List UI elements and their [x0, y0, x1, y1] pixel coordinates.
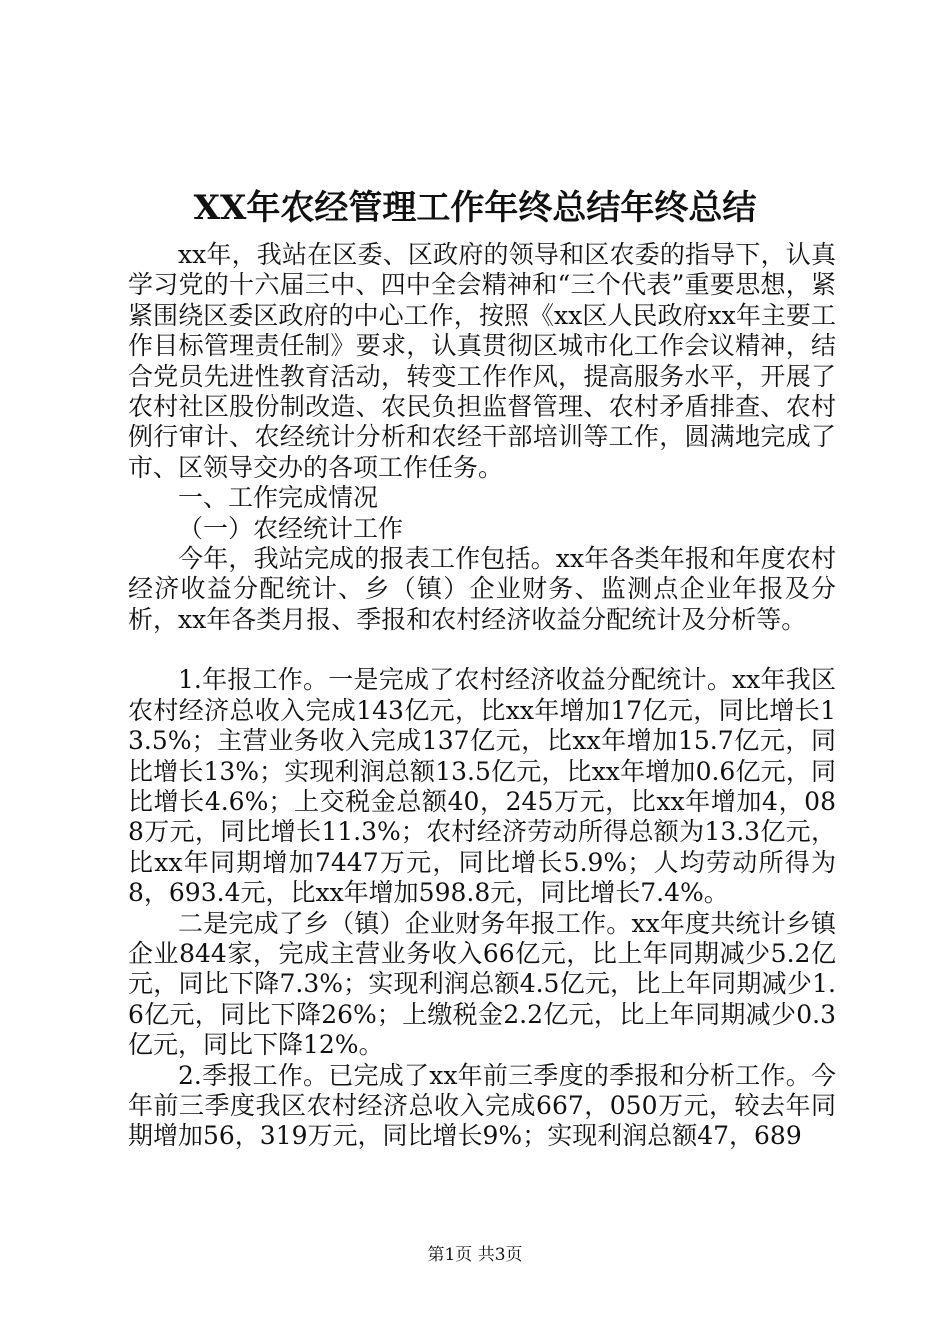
document-body	[128, 240, 836, 1152]
annual-report-paragraph: 1.年报工作。一是完成了农村经济收益分配统计。xx年我区农村经济总收入完成143亿元，比xx年增加17亿元，同比增长13.5%；主营业务收入完成137亿元，比xx年增加15.7亿元，同比增长13%；实现利润总额13.5亿元，比xx年增加0.6亿元，同比增长4.6%；上交税金总额40，245万元，比xx年增加4，088万元，同比增长11.3%；农村经济劳动所得总额为13.3亿元，比xx年同期增加7447万元，同比增长5.9%；人均劳动所得为8，693.4元，比xx年增加598.8元，同比增长7.4%。	[128, 665, 836, 908]
subsection-heading-statistics: （一）农经统计工作	[178, 513, 404, 543]
document-title: XX年农经管理工作年终总结年终总结	[193, 188, 757, 228]
paragraph-gap	[128, 635, 836, 665]
page-footer: 第1页 共3页	[427, 1245, 523, 1265]
statistics-paragraph: 今年，我站完成的报表工作包括。xx年各类年报和年度农村经济收益分配统计、乡（镇）企业财务、监测点企业年报及分析，xx年各类月报、季报和农村经济收益分配统计及分析等。	[128, 544, 836, 634]
intro-paragraph: xx年，我站在区委、区政府的领导和区农委的指导下，认真学习党的十六届三中、四中全会精神和“三个代表”重要思想，紧紧围绕区委区政府的中心工作，按照《xx区人民政府xx年主要工作目标管理责任制》要求，认真贯彻区城市化工作会议精神，结合党员先进性教育活动，转变工作作风，提高服务水平，开展了农村社区股份制改造、农民负担监督管理、农村矛盾排查、农村例行审计、农经统计分析和农经干部培训等工作，圆满地完成了市、区领导交办的各项工作任务。	[128, 240, 836, 482]
quarterly-report-paragraph: 2.季报工作。已完成了xx年前三季度的季报和分析工作。今年前三季度我区农村经济总收入完成667，050万元，较去年同期增加56，319万元，同比增长9%；实现利润总额47，689	[128, 1060, 836, 1151]
section-heading-work-completion: 一、工作完成情况	[178, 483, 379, 513]
township-enterprise-paragraph: 二是完成了乡（镇）企业财务年报工作。xx年度共统计乡镇企业844家，完成主营业务收入66亿元，比上年同期减少5.2亿元，同比下降7.3%；实现利润总额4.5亿元，比上年同期减少1.6亿元，同比下降26%；上缴税金2.2亿元，比上年同期减少0.3亿元，同比下降12%。	[128, 908, 836, 1060]
